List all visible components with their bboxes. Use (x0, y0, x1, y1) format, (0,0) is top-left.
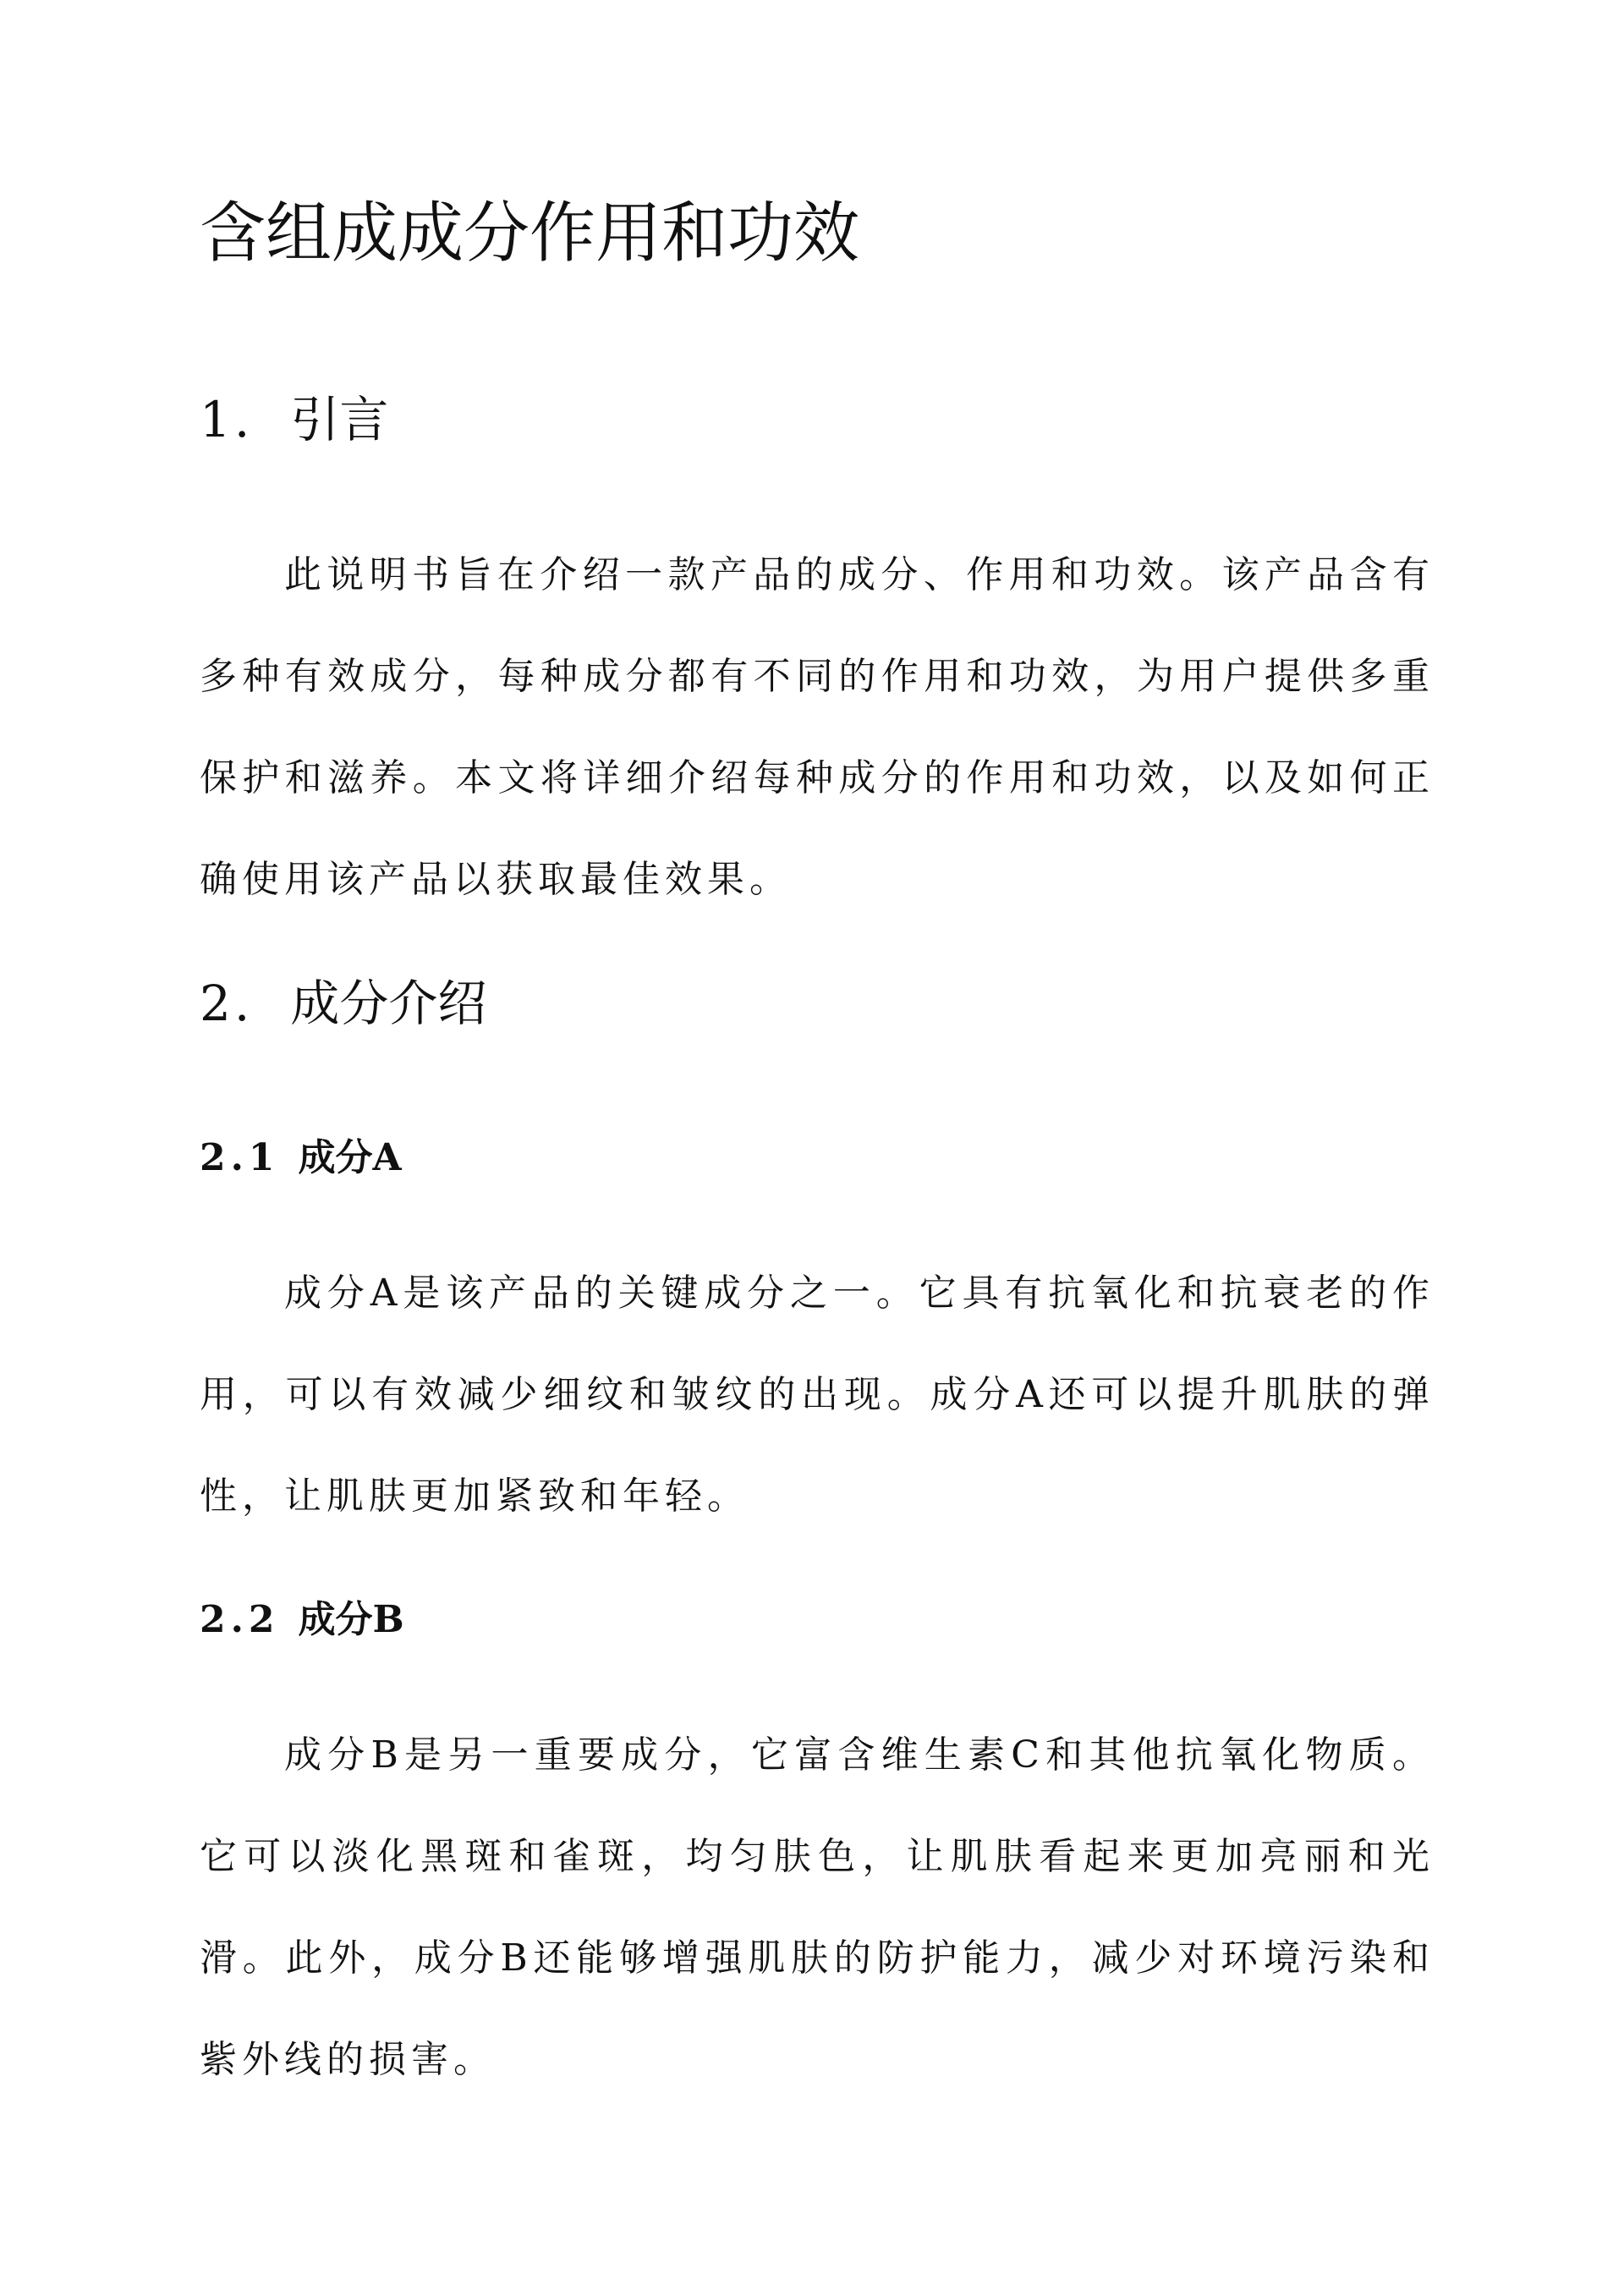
subsection-2-2-heading (200, 1598, 404, 1643)
subsection-2-2-number: 2.2 (200, 1598, 280, 1641)
document-title: 含组成成分作用和功效 (200, 195, 860, 272)
subsection-2-1-heading (200, 1136, 402, 1181)
subsection-2-1-title: 成分A (298, 1136, 402, 1179)
section-1-heading (200, 391, 388, 450)
subsection-2-2-title: 成分B (298, 1598, 404, 1641)
section-2-heading (200, 975, 486, 1034)
subsection-2-1-number: 2.1 (200, 1136, 280, 1179)
section-1-paragraph: 此说明书旨在介绍一款产品的成分、作用和功效。该产品含有多种有效成分，每种成分都有不同的作用和功效，为用户提供多重保护和滋养。本文将详细介绍每种成分的作用和功效，以及如何正确使用该产品以获取最佳效果。 (200, 553, 1435, 901)
section-2-number: 2. (200, 975, 254, 1032)
subsection-2-1-paragraph: 成分A是该产品的关键成分之一。它具有抗氧化和抗衰老的作用，可以有效减少细纹和皱纹的出现。成分A还可以提升肌肤的弹性，让肌肤更加紧致和年轻。 (200, 1272, 1435, 1518)
subsection-2-2-paragraph: 成分B是另一重要成分，它富含维生素C和其他抗氧化物质。它可以淡化黑斑和雀斑，均匀肤色，让肌肤看起来更加亮丽和光滑。此外，成分B还能够增强肌肤的防护能力，减少对环境污染和紫外线的损害。 (200, 1733, 1435, 2081)
section-1-number: 1. (200, 391, 254, 448)
section-2-title: 成分介绍 (290, 975, 487, 1032)
section-1-title: 引言 (290, 391, 389, 448)
